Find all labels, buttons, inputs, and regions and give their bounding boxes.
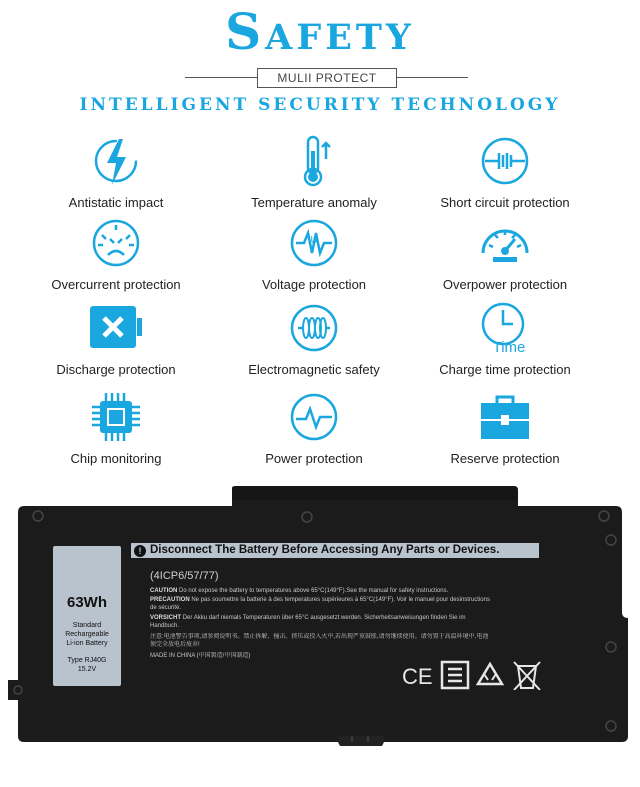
battery-type: Type RJ40G	[67, 657, 107, 664]
warning-bar	[131, 543, 539, 558]
feature-label: Overcurrent protection	[51, 277, 181, 292]
crossed-bin-icon	[514, 662, 540, 690]
feature-antistatic	[21, 133, 211, 210]
model-number: (4ICP6/57/77)	[150, 570, 219, 582]
caution-line	[150, 587, 490, 595]
short-circuit-icon	[477, 133, 533, 189]
feature-discharge	[21, 300, 211, 377]
pulse-icon	[286, 389, 342, 445]
made-in: MADE IN CHINA (中国製造/中国制造)	[150, 653, 251, 659]
feature-label: Discharge protection	[56, 362, 176, 377]
feature-reserve	[410, 389, 600, 466]
recycle-icon	[478, 664, 502, 684]
certification-marks	[402, 660, 552, 690]
battery-voltage: 15.2V	[77, 666, 97, 673]
feature-label: Reserve protection	[450, 451, 560, 466]
battery-x-icon	[88, 300, 144, 356]
precaution-line	[150, 596, 490, 612]
feature-temperature	[219, 133, 409, 210]
page-title: Safety	[225, 2, 415, 61]
feature-electromagnetic	[219, 300, 409, 377]
lightning-icon	[88, 133, 144, 189]
thermometer-icon	[286, 133, 342, 189]
sticker-line: Rechargeable	[65, 631, 109, 638]
precaution-text: Ne pas soumettre la batterie à des temperatures supérieures à 65°C(149°F). Voir le manuel pour desinstructions de sécurité.	[150, 597, 490, 611]
clock-icon-text: Time	[492, 339, 526, 356]
feature-overpower	[410, 215, 600, 292]
feature-label: Antistatic impact	[68, 195, 164, 210]
chinese-warning: 注意:电池警告事项,请参阅说明书。禁止拆解、撞击、挤压或投入火中,若出现严重鼓胀,请勿继续使用。请勿置于高温环境中,电池须完全放电后废弃!	[150, 634, 489, 648]
vorsicht-label: VORSICHT	[150, 615, 182, 621]
warning-text: Disconnect The Battery Before Accessing Any Parts or Devices.	[150, 544, 500, 556]
feature-label: Voltage protection	[261, 277, 367, 292]
ce-mark-icon	[442, 662, 468, 688]
battery-sticker	[53, 546, 121, 686]
caution-text: Do not expose the battery to temperatures above 65°C(149°F).See the manual for safety instructions.	[179, 588, 449, 594]
feature-label: Power protection	[265, 451, 363, 466]
clock-icon	[477, 300, 533, 356]
feature-chip	[21, 389, 211, 466]
feature-label: Charge time protection	[439, 362, 571, 377]
caution-label: CAUTION	[150, 588, 178, 594]
subtitle-bar	[185, 68, 468, 88]
subtitle-label: MULII PROTECT	[257, 68, 397, 88]
gauge-face-icon	[88, 215, 144, 271]
exclamation-icon: !	[134, 545, 146, 557]
vorsicht-text: Der Akku darf niemals Temperaturen über 65°C ausgesetzt werden. Sicherheitsanweisungen finden Sie im Handbuch.	[150, 615, 466, 629]
feature-label: Electromagnetic safety	[248, 362, 380, 377]
coil-icon	[286, 300, 342, 356]
vorsicht-line	[150, 614, 490, 630]
feature-voltage	[219, 215, 409, 292]
tagline: INTELLIGENT SECURITY TECHNOLOGY	[79, 95, 561, 115]
feature-short-circuit	[410, 133, 600, 210]
sticker-line: Li-ion Battery	[66, 640, 108, 647]
feature-label: Overpower protection	[442, 277, 568, 292]
feature-label: Short circuit protection	[440, 195, 570, 210]
feature-charge-time	[410, 300, 600, 377]
voltage-icon	[286, 215, 342, 271]
speedometer-icon	[477, 215, 533, 271]
capacity: 63Wh	[66, 594, 107, 611]
chip-icon	[88, 389, 144, 445]
feature-power	[219, 389, 409, 466]
feature-label: Temperature anomaly	[251, 195, 377, 210]
feature-label: Chip monitoring	[70, 451, 162, 466]
sticker-line: Standard	[72, 622, 102, 629]
feature-overcurrent	[21, 215, 211, 292]
precaution-label: PRÉCAUTION	[150, 597, 190, 603]
svg-text:U: U	[310, 235, 318, 246]
ce-label: CE	[402, 664, 433, 689]
toolbox-icon	[477, 389, 533, 445]
